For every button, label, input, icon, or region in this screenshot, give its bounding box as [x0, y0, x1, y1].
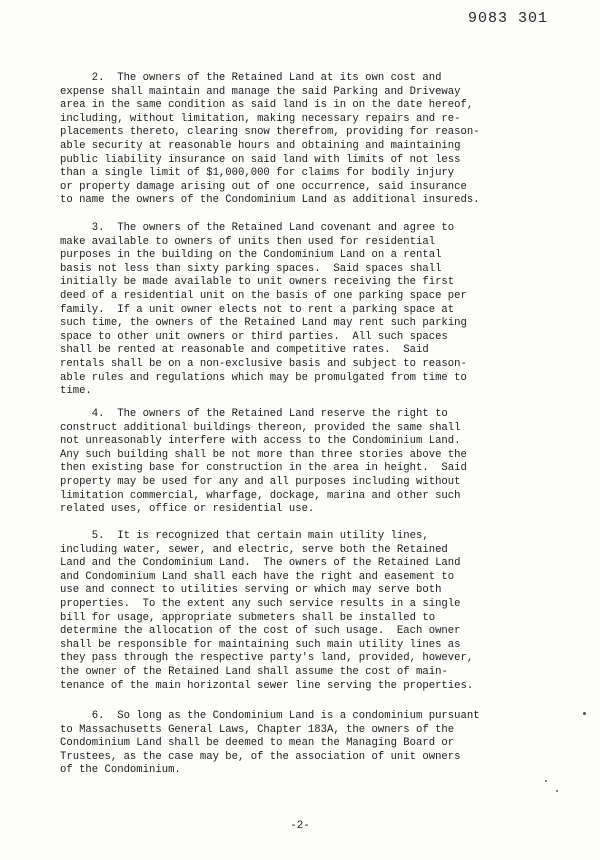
page-number: -2- — [290, 820, 310, 832]
paragraph-line: they pass through the respective party's land, provided, however, — [60, 652, 474, 665]
paragraph-line: time. — [60, 385, 92, 398]
paragraph-line: to name the owners of the Condominium Land as additional insureds. — [60, 194, 480, 207]
paragraph-line: limitation commercial, wharfage, dockage, marina and other such — [60, 489, 461, 502]
paragraph-2 — [60, 72, 560, 208]
paragraph-line: such time, the owners of the Retained Land may rent such parking — [60, 317, 467, 330]
paragraph-line: purposes in the building on the Condominium Land on a rental — [60, 249, 442, 262]
scan-speck — [545, 780, 547, 782]
paragraph-line: Trustees, as the case may be, of the association of unit owners — [60, 750, 461, 763]
paragraph-line: initially be made available to unit owners receiving the first — [60, 276, 455, 289]
paragraph-line: use and connect to utilities serving or which may serve both — [60, 584, 442, 597]
paragraph-line: 2. The owners of the Retained Land at its own cost and — [60, 72, 442, 84]
paragraph-line: 5. It is recognized that certain main utility lines, — [60, 530, 429, 542]
paragraph-5 — [60, 530, 560, 693]
paragraph-line: shall be rented at reasonable and competitive rates. Said — [60, 344, 429, 357]
paragraph-line: basis not less than sixty parking spaces. Said spaces shall — [60, 262, 442, 275]
paragraph-line: shall be responsible for maintaining such main utility lines as — [60, 638, 461, 651]
paragraph-line: area in the same condition as said land is in on the date hereof, — [60, 99, 474, 112]
paragraph-line: related uses, office or residential use. — [60, 503, 315, 516]
paragraph-line: then existing base for construction in the area in height. Said — [60, 462, 467, 475]
paragraph-line: determine the allocation of the cost of such usage. Each owner — [60, 625, 461, 638]
paragraph-line: not unreasonably interfere with access to the Condominium Land. — [60, 435, 461, 448]
paragraph-line: bill for usage, appropriate submeters shall be installed to — [60, 611, 436, 624]
paragraph-line: expense shall maintain and manage the said Parking and Driveway — [60, 85, 461, 98]
scan-speck — [556, 790, 558, 792]
paragraph-line: Land and the Condominium Land. The owners of the Retained Land — [60, 557, 461, 570]
paragraph-line: able security at reasonable hours and obtaining and maintaining — [60, 139, 461, 152]
paragraph-line: the owner of the Retained Land shall assume the cost of main- — [60, 665, 448, 678]
paragraph-line: 4. The owners of the Retained Land reserve the right to — [60, 408, 448, 420]
paragraph-line: than a single limit of $1,000,000 for claims for bodily injury — [60, 167, 455, 180]
scan-speck — [583, 712, 586, 715]
paragraph-6 — [60, 710, 560, 778]
paragraph-line: tenance of the main horizontal sewer line serving the properties. — [60, 679, 474, 692]
paragraph-line: and Condominium Land shall each have the right and easement to — [60, 570, 455, 583]
paragraph-line: rentals shall be on a non-exclusive basis and subject to reason- — [60, 357, 467, 370]
paragraph-line: to Massachusetts General Laws, Chapter 183A, the owners of the — [60, 723, 455, 736]
paragraph-line: properties. To the extent any such service results in a single — [60, 597, 461, 610]
paragraph-line: space to other unit owners or third parties. All such spaces — [60, 330, 448, 343]
paragraph-line: 3. The owners of the Retained Land covenant and agree to — [60, 222, 455, 234]
paragraph-line: Condominium Land shall be deemed to mean the Managing Board or — [60, 737, 455, 750]
paragraph-4 — [60, 408, 560, 517]
paragraph-line: of the Condominium. — [60, 764, 181, 777]
paragraph-line: Any such building shall be not more than three stories above the — [60, 448, 467, 461]
paragraph-line: placements thereto, clearing snow therefrom, providing for reason- — [60, 126, 480, 139]
paragraph-line: make available to owners of units then used for residential — [60, 235, 436, 248]
paragraph-line: including, without limitation, making necessary repairs and re- — [60, 112, 461, 125]
paragraph-3 — [60, 222, 560, 399]
paragraph-line: or property damage arising out of one occurrence, said insurance — [60, 180, 467, 193]
paragraph-line: construct additional buildings thereon, provided the same shall — [60, 421, 461, 434]
paragraph-line: deed of a residential unit on the basis of one parking space per — [60, 289, 467, 302]
paragraph-line: property may be used for any and all purposes including without — [60, 475, 461, 488]
paragraph-line: able rules and regulations which may be promulgated from time to — [60, 371, 467, 384]
paragraph-line: 6. So long as the Condominium Land is a condominium pursuant — [60, 710, 480, 722]
document-stamp-number: 9083 301 — [468, 10, 549, 27]
paragraph-line: public liability insurance on said land with limits of not less — [60, 153, 461, 166]
paragraph-line: including water, sewer, and electric, serve both the Retained — [60, 543, 448, 556]
paragraph-line: family. If a unit owner elects not to rent a parking space at — [60, 303, 455, 316]
